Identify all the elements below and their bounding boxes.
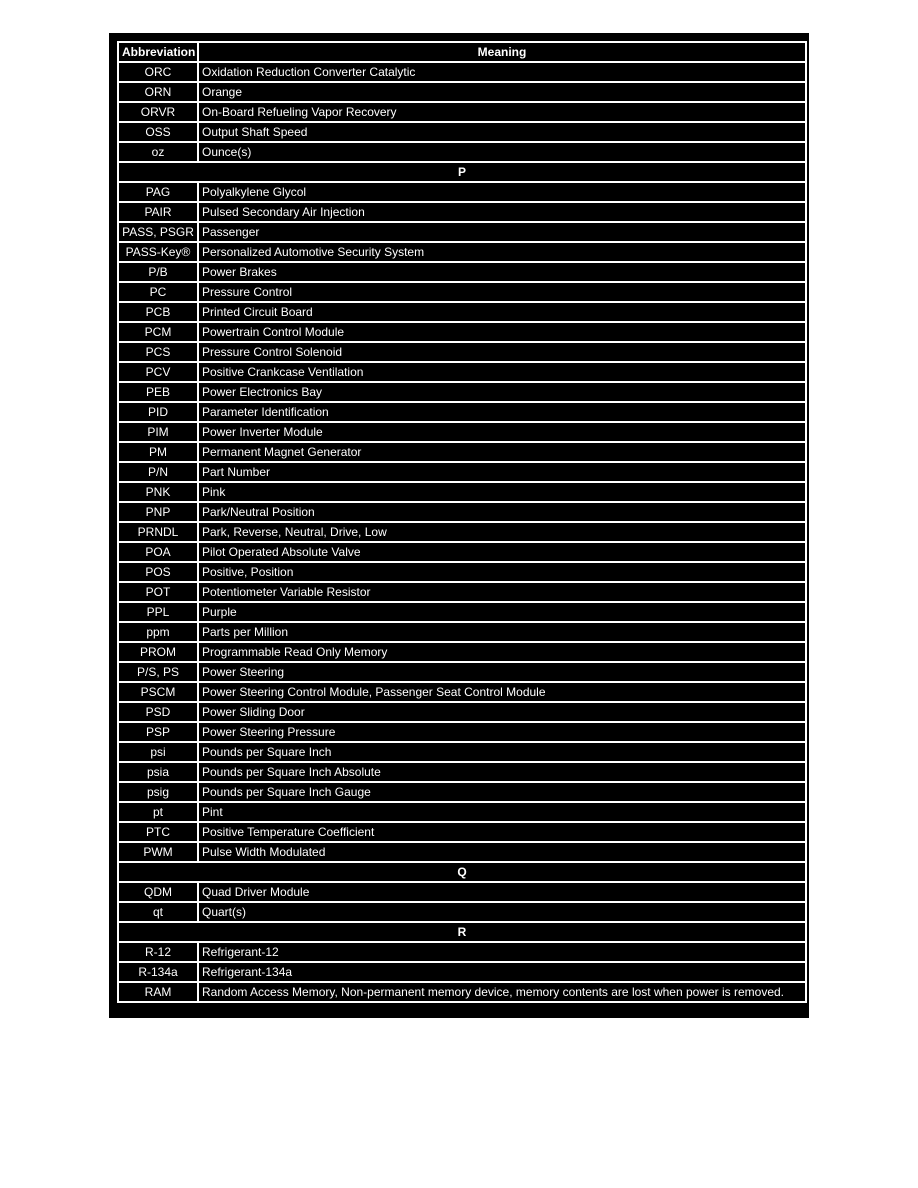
abbreviation-cell: P/B [118,262,198,282]
abbreviation-cell: pt [118,802,198,822]
abbreviation-cell: qt [118,902,198,922]
header-row [118,42,806,62]
meaning-cell: Power Sliding Door [198,702,806,722]
meaning-cell: Pilot Operated Absolute Valve [198,542,806,562]
abbreviation-cell: POS [118,562,198,582]
table-row [118,662,806,682]
meaning-cell: Power Steering Pressure [198,722,806,742]
table-row [118,122,806,142]
table-row [118,722,806,742]
abbreviation-cell: PNP [118,502,198,522]
meaning-header: Meaning [198,42,806,62]
abbreviation-cell: psi [118,742,198,762]
table-row [118,362,806,382]
table-row [118,482,806,502]
table-row [118,202,806,222]
table-row [118,582,806,602]
table-row [118,182,806,202]
section-row [118,922,806,942]
table-body [118,62,806,1002]
meaning-cell: Power Steering [198,662,806,682]
meaning-cell: Polyalkylene Glycol [198,182,806,202]
abbreviation-cell: P/S, PS [118,662,198,682]
meaning-cell: Positive Temperature Coefficient [198,822,806,842]
meaning-cell: Refrigerant-134a [198,962,806,982]
table-row [118,702,806,722]
meaning-cell: Pressure Control [198,282,806,302]
abbreviation-cell: PC [118,282,198,302]
meaning-cell: Part Number [198,462,806,482]
abbreviation-cell: R-12 [118,942,198,962]
meaning-cell: Oxidation Reduction Converter Catalytic [198,62,806,82]
meaning-cell: Power Inverter Module [198,422,806,442]
meaning-cell: Quad Driver Module [198,882,806,902]
table-row [118,222,806,242]
abbreviation-header: Abbreviation [118,42,198,62]
abbreviation-cell: ORC [118,62,198,82]
abbreviation-cell: PNK [118,482,198,502]
table-row [118,462,806,482]
document-page [109,33,809,1018]
abbreviation-cell: PROM [118,642,198,662]
abbreviation-cell: PCS [118,342,198,362]
meaning-cell: Pulse Width Modulated [198,842,806,862]
abbreviation-cell: psia [118,762,198,782]
table-row [118,502,806,522]
abbreviation-cell: POT [118,582,198,602]
meaning-cell: Pressure Control Solenoid [198,342,806,362]
meaning-cell: Power Steering Control Module, Passenger Seat Control Module [198,682,806,702]
meaning-cell: Pink [198,482,806,502]
table-row [118,942,806,962]
meaning-cell: Orange [198,82,806,102]
abbreviation-cell: PAIR [118,202,198,222]
meaning-cell: Quart(s) [198,902,806,922]
meaning-cell: Pounds per Square Inch [198,742,806,762]
abbreviation-cell: PCM [118,322,198,342]
table-row [118,982,806,1002]
abbreviation-cell: oz [118,142,198,162]
table-row [118,602,806,622]
meaning-cell: Pounds per Square Inch Absolute [198,762,806,782]
section-letter: Q [118,862,806,882]
table-row [118,242,806,262]
meaning-cell: Refrigerant-12 [198,942,806,962]
meaning-cell: Passenger [198,222,806,242]
meaning-cell: Power Brakes [198,262,806,282]
meaning-cell: Parameter Identification [198,402,806,422]
table-row [118,762,806,782]
table-row [118,342,806,362]
table-row [118,422,806,442]
abbreviation-cell: PIM [118,422,198,442]
table-row [118,102,806,122]
abbreviation-cell: PSD [118,702,198,722]
table-row [118,682,806,702]
abbreviation-cell: R-134a [118,962,198,982]
abbreviation-cell: P/N [118,462,198,482]
meaning-cell: Pounds per Square Inch Gauge [198,782,806,802]
table-row [118,142,806,162]
table-row [118,302,806,322]
meaning-cell: Personalized Automotive Security System [198,242,806,262]
meaning-cell: Permanent Magnet Generator [198,442,806,462]
abbreviation-cell: PCV [118,362,198,382]
table-row [118,802,806,822]
abbreviation-cell: PRNDL [118,522,198,542]
abbreviation-cell: OSS [118,122,198,142]
table-row [118,402,806,422]
section-row [118,162,806,182]
table-row [118,442,806,462]
table-row [118,882,806,902]
table-row [118,322,806,342]
meaning-cell: Pulsed Secondary Air Injection [198,202,806,222]
table-row [118,742,806,762]
table-row [118,82,806,102]
abbreviation-cell: POA [118,542,198,562]
table-row [118,282,806,302]
table-row [118,622,806,642]
meaning-cell: Printed Circuit Board [198,302,806,322]
abbreviation-cell: PWM [118,842,198,862]
table-row [118,262,806,282]
abbreviation-cell: RAM [118,982,198,1002]
abbreviation-cell: PSCM [118,682,198,702]
meaning-cell: Potentiometer Variable Resistor [198,582,806,602]
table-row [118,782,806,802]
abbreviation-cell: PEB [118,382,198,402]
table-row [118,842,806,862]
meaning-cell: Ounce(s) [198,142,806,162]
meaning-cell: Powertrain Control Module [198,322,806,342]
meaning-cell: Park/Neutral Position [198,502,806,522]
table-row [118,822,806,842]
meaning-cell: Output Shaft Speed [198,122,806,142]
table-row [118,902,806,922]
abbreviation-cell: ORVR [118,102,198,122]
meaning-cell: Random Access Memory, Non-permanent memory device, memory contents are lost when power is removed. [198,982,806,1002]
abbreviation-cell: ORN [118,82,198,102]
abbreviation-cell: PTC [118,822,198,842]
meaning-cell: Pint [198,802,806,822]
abbreviation-table [117,41,807,1003]
abbreviation-cell: PCB [118,302,198,322]
table-row [118,382,806,402]
table-row [118,642,806,662]
meaning-cell: Programmable Read Only Memory [198,642,806,662]
meaning-cell: Parts per Million [198,622,806,642]
table-row [118,522,806,542]
table-row [118,542,806,562]
abbreviation-cell: PASS-Key® [118,242,198,262]
section-letter: R [118,922,806,942]
meaning-cell: Positive, Position [198,562,806,582]
abbreviation-cell: psig [118,782,198,802]
meaning-cell: On-Board Refueling Vapor Recovery [198,102,806,122]
meaning-cell: Purple [198,602,806,622]
abbreviation-cell: PASS, PSGR [118,222,198,242]
table-row [118,62,806,82]
meaning-cell: Positive Crankcase Ventilation [198,362,806,382]
meaning-cell: Power Electronics Bay [198,382,806,402]
abbreviation-cell: ppm [118,622,198,642]
section-letter: P [118,162,806,182]
meaning-cell: Park, Reverse, Neutral, Drive, Low [198,522,806,542]
table-row [118,962,806,982]
abbreviation-cell: PSP [118,722,198,742]
abbreviation-cell: PID [118,402,198,422]
section-row [118,862,806,882]
abbreviation-cell: PAG [118,182,198,202]
table-row [118,562,806,582]
abbreviation-cell: QDM [118,882,198,902]
abbreviation-cell: PPL [118,602,198,622]
abbreviation-cell: PM [118,442,198,462]
